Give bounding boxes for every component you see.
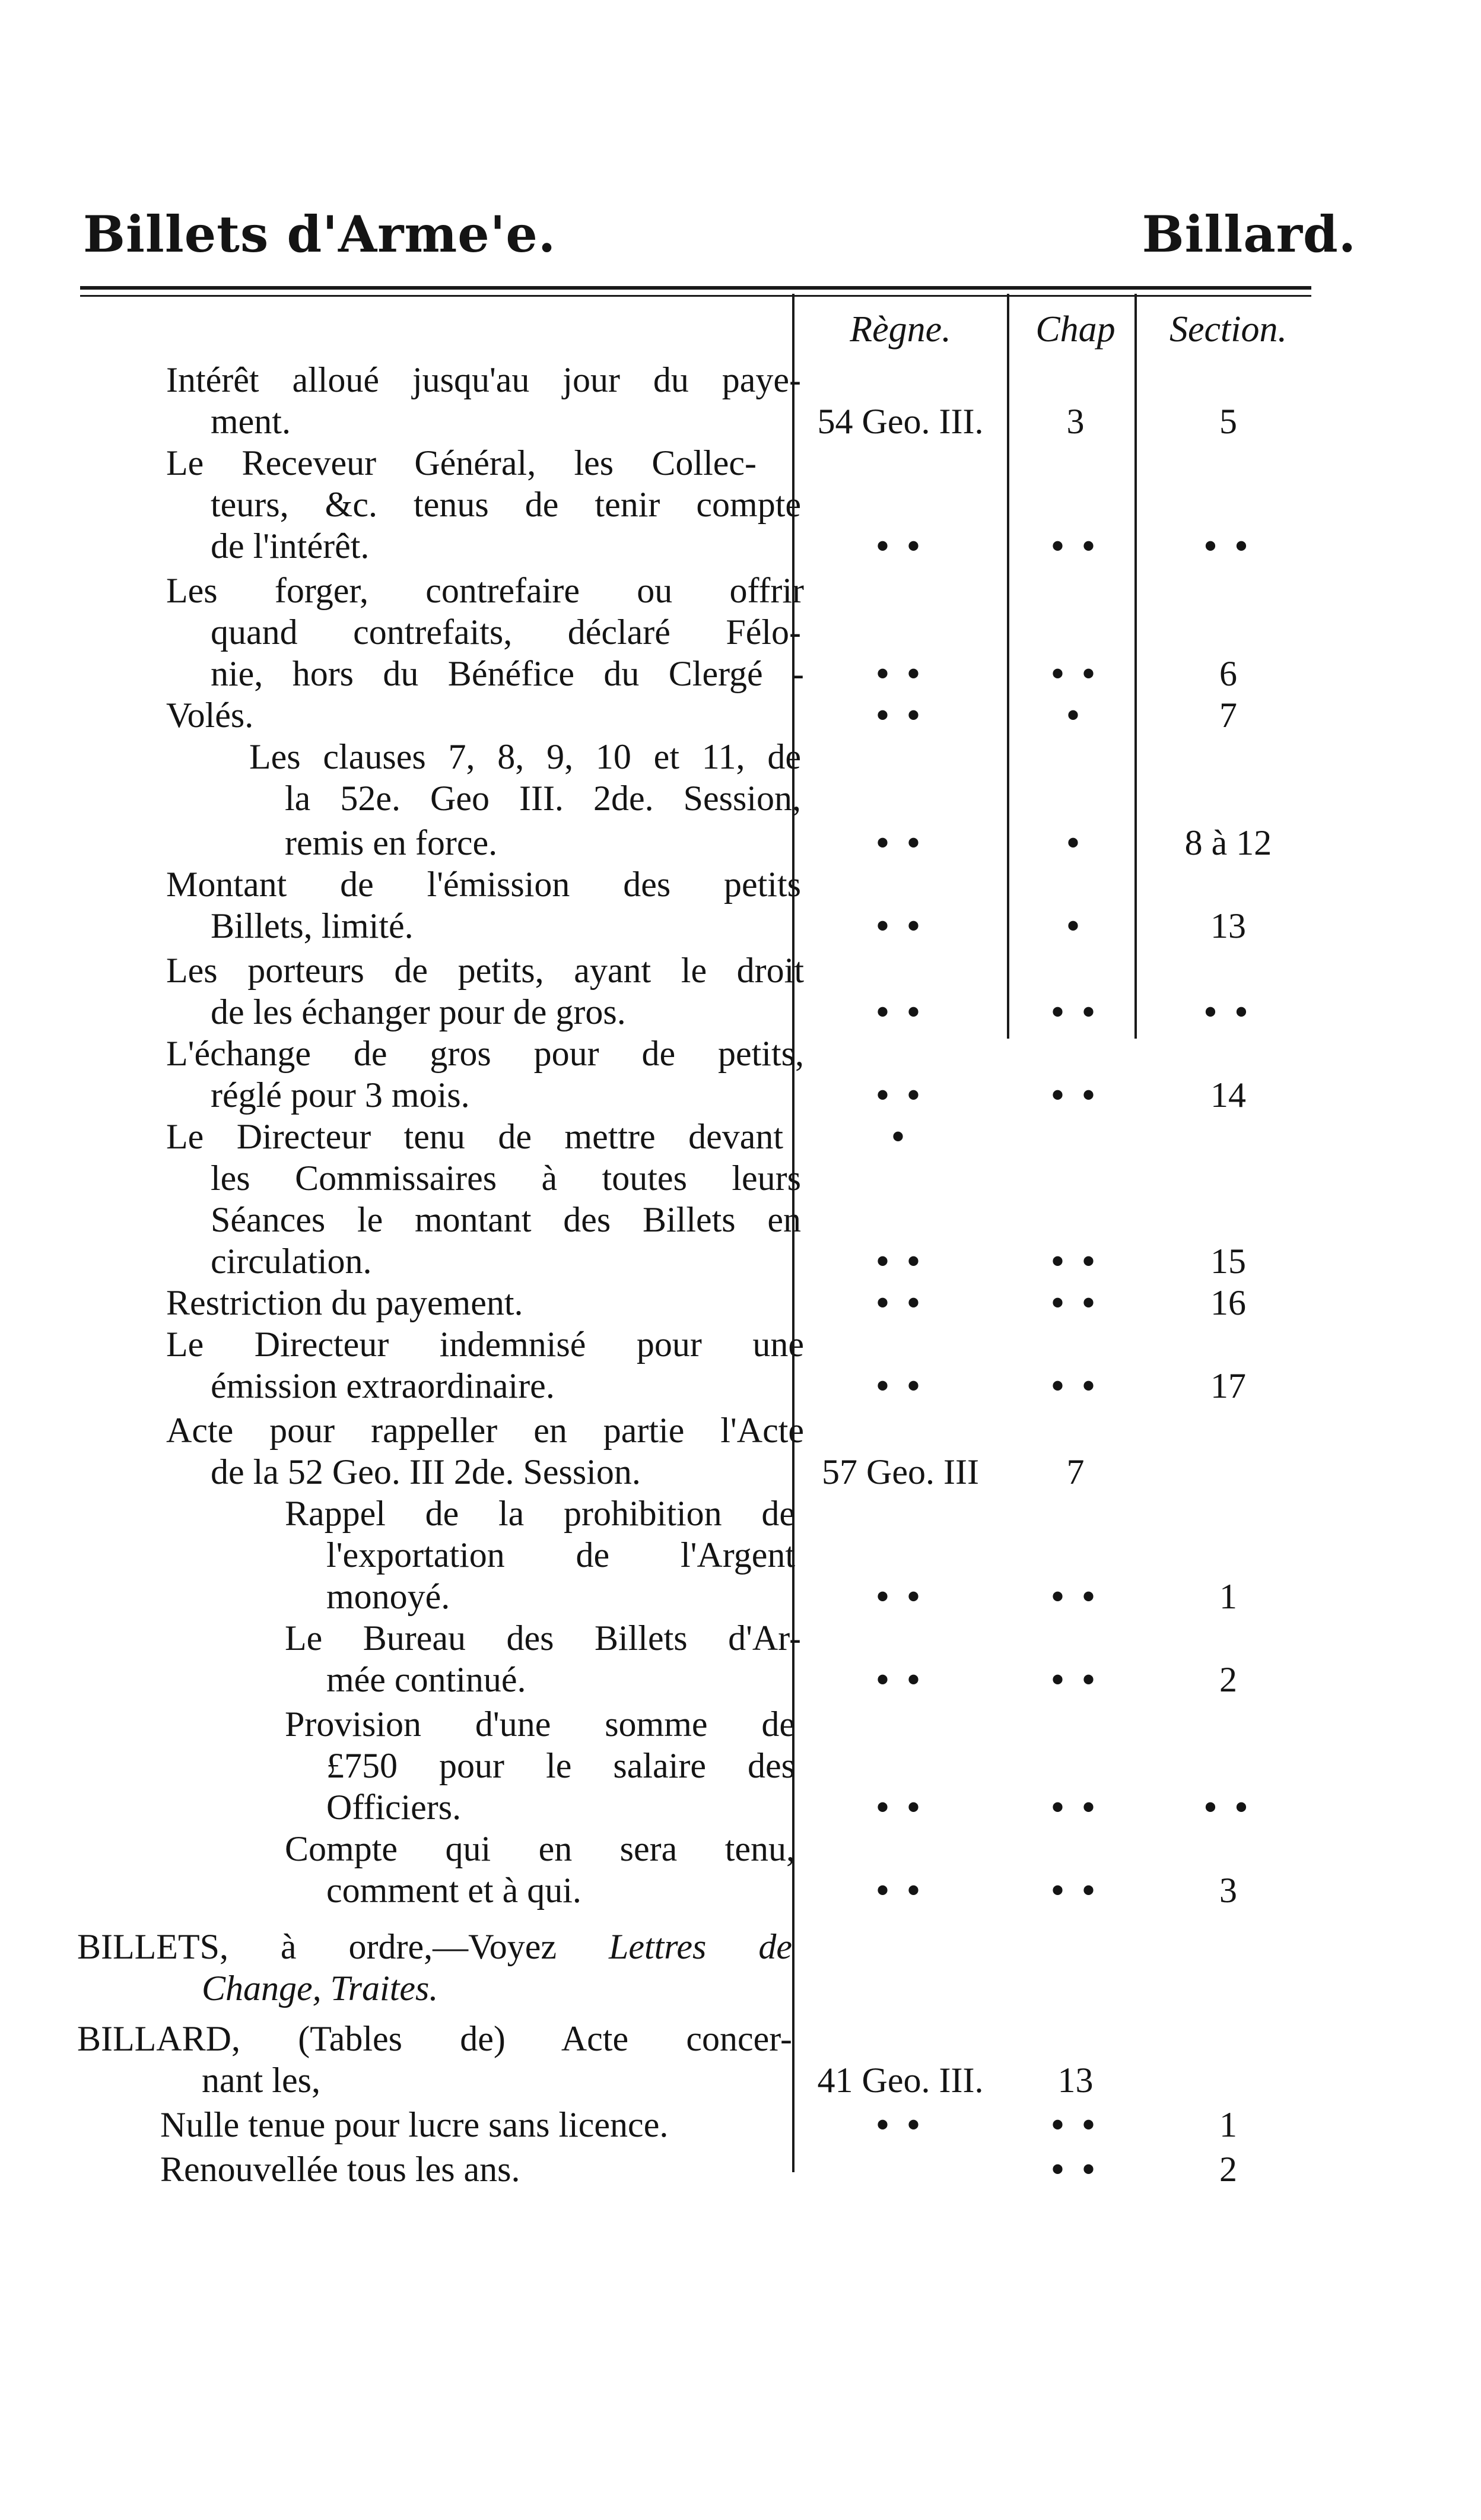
column-header-regne: Règne. [850, 309, 951, 350]
index-entry-row [0, 611, 1481, 653]
entry-text: BILLETS, à ordre,—Voyez Lettres de [77, 1927, 792, 1966]
entry-text: de les échanger pour de gros. [211, 992, 626, 1032]
index-entry-row [0, 1745, 1481, 1786]
section-cell: 7 [1219, 696, 1237, 735]
chap-cell: • • [1051, 992, 1099, 1032]
index-entry-row [0, 1410, 1481, 1451]
entry-text: Change, Traites. [202, 1969, 438, 2008]
entry-text: monoyé. [326, 1577, 450, 1616]
entry-text: nant les, [202, 2061, 320, 2100]
section-cell: • • [1204, 1788, 1253, 1827]
chap-cell: • • [1051, 1075, 1099, 1115]
chap-cell: • • [1051, 1871, 1099, 1910]
entry-text: la 52e. Geo III. 2de. Session, [285, 779, 801, 818]
chap-cell: • • [1051, 1242, 1099, 1281]
entry-text: £750 pour le salaire des [326, 1746, 795, 1785]
entry-text: Officiers. [326, 1788, 462, 1827]
index-entry-row [0, 1116, 1481, 1157]
entry-text: Les porteurs de petits, ayant le droit [166, 951, 804, 990]
section-cell: 2 [1219, 2150, 1237, 2189]
index-entry-row [0, 1033, 1481, 1074]
entry-text: mée continué. [326, 1660, 526, 1699]
index-entry-row [0, 991, 1481, 1033]
entry-text: l'exportation de l'Argent [326, 1535, 795, 1575]
index-entry-row [0, 694, 1481, 736]
entry-text: circulation. [211, 1242, 372, 1281]
chap-cell: • • [1051, 1788, 1099, 1827]
index-entry-row [0, 359, 1481, 401]
chap-cell: • • [1051, 1660, 1099, 1699]
header-rule-thin [80, 295, 1311, 297]
entry-text: Restriction du payement. [166, 1283, 523, 1322]
entry-text: de l'intérêt. [211, 526, 370, 566]
index-entry-row [0, 2018, 1481, 2059]
chap-cell: • • [1051, 526, 1099, 566]
section-cell: 16 [1210, 1283, 1246, 1322]
column-header-section: Section. [1169, 309, 1287, 350]
entry-text: L'échange de gros pour de petits, [166, 1034, 804, 1073]
index-entry-row [0, 1576, 1481, 1617]
regne-cell: • [891, 1117, 909, 1156]
running-head-right: Billard. [1142, 205, 1356, 264]
entry-text: Les forger, contrefaire ou offrir [166, 571, 804, 610]
index-entry-row [0, 1493, 1481, 1534]
regne-cell: • • [876, 823, 924, 862]
section-cell: 14 [1210, 1075, 1246, 1115]
entry-text: Renouvellée tous les ans. [160, 2150, 520, 2189]
chap-cell: • • [1051, 1283, 1099, 1322]
section-cell: 3 [1219, 1871, 1237, 1910]
chap-cell: • [1066, 696, 1084, 735]
entry-text: Montant de l'émission des petits [166, 865, 801, 904]
entry-text: Rappel de la prohibition de [285, 1494, 795, 1533]
index-entry-row [0, 401, 1481, 442]
chap-cell: • • [1051, 1577, 1099, 1616]
index-entry-row [0, 1240, 1481, 1282]
index-entry-row [0, 822, 1481, 864]
regne-cell: • • [876, 992, 924, 1032]
index-entry-row [0, 2059, 1481, 2101]
index-entry-row [0, 736, 1481, 777]
entry-text: remis en force. [285, 823, 498, 862]
section-cell: 15 [1210, 1242, 1246, 1281]
index-entry-row [0, 2104, 1481, 2146]
section-cell: 2 [1219, 1660, 1237, 1699]
section-cell: • • [1204, 526, 1253, 566]
index-entry-row [0, 1324, 1481, 1365]
index-entry-row [0, 1199, 1481, 1240]
section-cell: 1 [1219, 1577, 1237, 1616]
section-cell: 6 [1219, 654, 1237, 693]
index-entry-row [0, 1157, 1481, 1199]
index-entry-row [0, 1828, 1481, 1870]
regne-cell: • • [876, 2105, 924, 2144]
section-cell: 17 [1210, 1366, 1246, 1405]
index-entry-row [0, 1074, 1481, 1116]
entry-text: Le Directeur indemnisé pour une [166, 1325, 804, 1364]
running-head-left: Billets d'Arme'e. [83, 205, 557, 264]
index-entry-row [0, 950, 1481, 991]
entry-text: BILLARD, (Tables de) Acte concer- [77, 2019, 792, 2058]
index-entry-row [0, 777, 1481, 819]
index-entry-row [0, 1282, 1481, 1324]
chap-cell: • [1066, 906, 1084, 945]
index-entry-row [0, 570, 1481, 611]
entry-text: Le Directeur tenu de mettre devant [166, 1117, 783, 1156]
section-cell: 1 [1219, 2105, 1237, 2144]
entry-text: Provision d'une somme de [285, 1705, 795, 1744]
entry-text: Volés. [166, 696, 254, 735]
regne-cell: 41 Geo. III. [817, 2061, 984, 2100]
regne-cell: • • [876, 1075, 924, 1115]
entry-text: Billets, limité. [211, 906, 414, 945]
entry-text: les Commissaires à toutes leurs [211, 1159, 801, 1198]
regne-cell: • • [876, 906, 924, 945]
entry-text: Le Receveur Général, les Collec- [166, 443, 757, 483]
regne-cell: • • [876, 1577, 924, 1616]
entry-text: émission extraordinaire. [211, 1366, 555, 1405]
chap-cell: • • [1051, 2105, 1099, 2144]
section-cell: • • [1204, 992, 1253, 1032]
regne-cell: • • [876, 526, 924, 566]
regne-cell: • • [876, 1871, 924, 1910]
entry-text: Intérêt alloué jusqu'au jour du paye- [166, 360, 801, 399]
regne-cell: • • [876, 1283, 924, 1322]
regne-cell: • • [876, 1366, 924, 1405]
chap-cell: 7 [1066, 1452, 1085, 1491]
index-entry-row [0, 442, 1481, 484]
index-entry-row [0, 1659, 1481, 1700]
index-entry-row [0, 484, 1481, 525]
entry-text: Séances le montant des Billets en [211, 1200, 801, 1239]
regne-cell: • • [876, 1660, 924, 1699]
entry-text: ment. [211, 402, 291, 441]
section-cell: 5 [1219, 402, 1237, 441]
index-entry-row [0, 1703, 1481, 1745]
index-entry-row [0, 1451, 1481, 1493]
index-entry-row [0, 525, 1481, 567]
index-entry-row [0, 653, 1481, 694]
regne-cell: • • [876, 654, 924, 693]
index-entry-row [0, 1786, 1481, 1828]
entry-text: teurs, &c. tenus de tenir compte [211, 485, 801, 524]
index-entry-row [0, 2148, 1481, 2190]
regne-cell: 54 Geo. III. [817, 402, 984, 441]
entry-text: de la 52 Geo. III 2de. Session. [211, 1452, 641, 1491]
entry-text: Nulle tenue pour lucre sans licence. [160, 2105, 669, 2144]
chap-cell: • • [1051, 654, 1099, 693]
index-entry-row [0, 1617, 1481, 1659]
chap-cell: 13 [1057, 2061, 1094, 2100]
regne-cell: • • [876, 1242, 924, 1281]
entry-text: Les clauses 7, 8, 9, 10 et 11, de [249, 737, 801, 776]
entry-text: Le Bureau des Billets d'Ar- [285, 1618, 801, 1658]
entry-text: Acte pour rappeller en partie l'Acte [166, 1411, 804, 1450]
index-entry-row [0, 1870, 1481, 1911]
header-rule [80, 286, 1311, 290]
entry-text: Compte qui en sera tenu, [285, 1829, 795, 1868]
index-entry-row [0, 864, 1481, 905]
column-header-chap: Chap [1035, 309, 1115, 350]
entry-text: quand contrefaits, déclaré Félo- [211, 612, 801, 652]
regne-cell: • • [876, 1788, 924, 1827]
chap-cell: • • [1051, 1366, 1099, 1405]
entry-text: nie, hors du Bénéfice du Clergé - [211, 654, 804, 693]
entry-text: comment et à qui. [326, 1871, 581, 1910]
chap-cell: • [1066, 823, 1084, 862]
index-entry-row [0, 1926, 1481, 1967]
section-cell: 8 à 12 [1184, 823, 1272, 862]
section-cell: 13 [1210, 906, 1246, 945]
index-entry-row [0, 1967, 1481, 2009]
regne-cell: • • [876, 696, 924, 735]
chap-cell: • • [1051, 2150, 1099, 2189]
index-entry-row [0, 1365, 1481, 1407]
regne-cell: 57 Geo. III [822, 1452, 979, 1491]
index-entry-row [0, 1534, 1481, 1576]
entry-text: réglé pour 3 mois. [211, 1075, 470, 1115]
chap-cell: 3 [1066, 402, 1085, 441]
index-entry-row [0, 905, 1481, 947]
